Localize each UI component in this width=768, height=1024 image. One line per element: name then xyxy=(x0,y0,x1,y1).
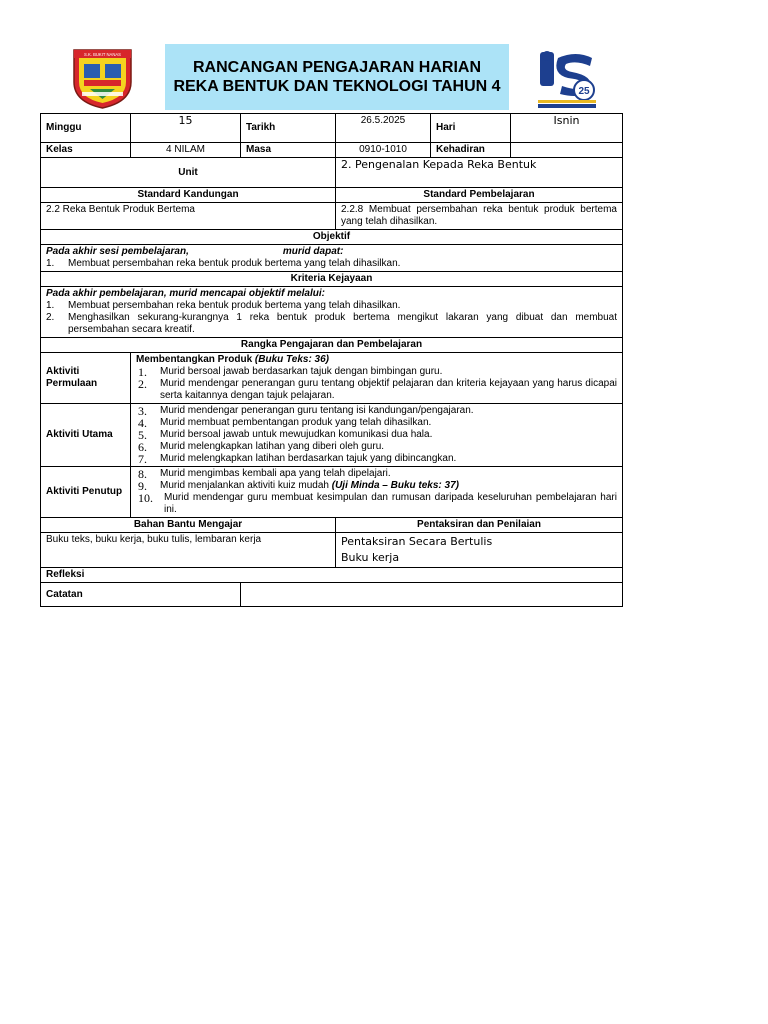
kelas-label: Kelas xyxy=(41,143,131,158)
tarikh-value: 26.5.2025 xyxy=(336,114,431,143)
row-kriteria-content xyxy=(41,287,623,338)
catatan-value xyxy=(241,583,623,607)
crest-text: S.K. BUKIT NANAS xyxy=(84,52,121,57)
objektif-intro-b: murid dapat: xyxy=(282,246,344,257)
lesson-plan-table xyxy=(40,113,623,607)
list-item: 5. Murid bersoal jawab untuk mewujudkan komunikasi dua hala. xyxy=(138,428,433,442)
bahan-value: Buku teks, buku kerja, buku tulis, lembaran kerja xyxy=(41,533,336,568)
list-item: 10. Murid mendengar guru membuat kesimpulan dan rumusan daripada keseluruhan pembelajaran hari ini. xyxy=(138,491,617,515)
standard-kandungan-label: Standard Kandungan xyxy=(41,188,336,203)
penutup-list xyxy=(136,468,617,516)
list-item: 2. Murid mendengar penerangan guru tentang objektif pelajaran dan kriteria kejayaan yang harus dicapai serta kaitannya dengan tajuk pelajaran. xyxy=(138,377,617,401)
permulaan-heading: Membentangkan Produk (Buku Teks: 36) xyxy=(136,354,330,365)
objektif-list xyxy=(46,258,617,270)
list-item: 9. Murid menjalankan aktiviti kuiz mudah (Uji Minda – Buku teks: 37) xyxy=(138,479,459,493)
row-objektif-content xyxy=(41,245,623,272)
pentaksiran-line2: Buku kerja xyxy=(341,551,400,564)
kriteria-intro: Pada akhir pembelajaran, murid mencapai objektif melalui: xyxy=(46,288,325,299)
row-kelas-masa xyxy=(41,143,623,158)
list-item: 6. Murid melengkapkan latihan yang diberi oleh guru. xyxy=(138,440,385,454)
hari-value: Isnin xyxy=(511,114,623,143)
aktiviti-permulaan-label: Aktiviti Permulaan xyxy=(41,353,131,404)
aktiviti-utama-label: Aktiviti Utama xyxy=(41,404,131,467)
list-item: 7. Murid melengkapkan latihan berdasarkan tajuk yang dibincangkan. xyxy=(138,452,457,466)
kehadiran-value xyxy=(511,143,623,158)
school-crest-logo xyxy=(70,46,135,110)
kriteria-list xyxy=(46,300,617,336)
utama-list xyxy=(136,405,617,465)
row-kriteria-header xyxy=(41,272,623,287)
tarikh-label: Tarikh xyxy=(241,114,336,143)
row-objektif-header xyxy=(41,230,623,245)
row-minggu-tarikh-hari xyxy=(41,114,623,143)
pentaksiran-line1: Pentaksiran Secara Bertulis xyxy=(341,535,493,548)
row-refleksi xyxy=(41,568,623,583)
unit-value: 2. Pengenalan Kepada Reka Bentuk xyxy=(336,158,623,188)
row-bahan-pentaksiran-headers xyxy=(41,518,623,533)
standard-kandungan-value: 2.2 Reka Bentuk Produk Bertema xyxy=(41,203,336,230)
kriteria-item: 1. Membuat persembahan reka bentuk produk bertema yang telah dihasilkan. xyxy=(46,300,401,311)
kehadiran-label: Kehadiran xyxy=(431,143,511,158)
row-catatan xyxy=(41,583,623,607)
aktiviti-penutup-label: Aktiviti Penutup xyxy=(41,467,131,518)
objektif-intro xyxy=(46,246,617,258)
row-aktiviti-utama xyxy=(41,404,623,467)
title-band xyxy=(165,44,509,110)
list-item: 3. Murid mendengar penerangan guru tentang isi kandungan/pengajaran. xyxy=(138,404,474,418)
permulaan-list xyxy=(136,366,617,402)
list-item: 1. Murid bersoal jawab berdasarkan tajuk dengan bimbingan guru. xyxy=(138,365,443,379)
document-title: RANCANGAN PENGAJARAN HARIAN xyxy=(192,59,481,76)
kriteria-item: 2. Menghasilkan sekurang-kurangnya 1 reka bentuk produk bertema mengikut lakaran yang dibuat dan membuat persembahan secara kreatif. xyxy=(46,312,617,335)
hari-label: Hari xyxy=(431,114,511,143)
kriteria-label: Kriteria Kejayaan xyxy=(41,272,623,287)
minggu-value: 15 xyxy=(131,114,241,143)
masa-value: 0910-1010 xyxy=(336,143,431,158)
row-aktiviti-permulaan xyxy=(41,353,623,404)
objektif-label: Objektif xyxy=(41,230,623,245)
bahan-label: Bahan Bantu Mengajar xyxy=(41,518,336,533)
is25-logo xyxy=(536,48,598,110)
standard-pembelajaran-label: Standard Pembelajaran xyxy=(336,188,623,203)
unit-label: Unit xyxy=(41,158,336,188)
logo-number: 25 xyxy=(578,86,590,97)
row-standard-headers xyxy=(41,188,623,203)
row-aktiviti-penutup xyxy=(41,467,623,518)
catatan-label: Catatan xyxy=(41,583,241,607)
row-unit xyxy=(41,158,623,188)
objektif-intro-a: Pada akhir sesi pembelajaran, xyxy=(46,246,189,257)
pentaksiran-label: Pentaksiran dan Penilaian xyxy=(336,518,623,533)
row-standard-values xyxy=(41,203,623,230)
row-bahan-pentaksiran-values xyxy=(41,533,623,568)
row-rangka-header xyxy=(41,338,623,353)
refleksi-label: Refleksi xyxy=(41,568,623,583)
document-subtitle: REKA BENTUK DAN TEKNOLOGI TAHUN 4 xyxy=(173,78,501,95)
masa-label: Masa xyxy=(241,143,336,158)
list-item: 8. Murid mengimbas kembali apa yang telah dipelajari. xyxy=(138,467,391,481)
standard-pembelajaran-value: 2.2.8 Membuat persembahan reka bentuk produk bertema yang telah dihasilkan. xyxy=(336,203,623,230)
kelas-value: 4 NILAM xyxy=(131,143,241,158)
rangka-label: Rangka Pengajaran dan Pembelajaran xyxy=(41,338,623,353)
objektif-item: 1. Membuat persembahan reka bentuk produk bertema yang telah dihasilkan. xyxy=(46,258,401,269)
minggu-label: Minggu xyxy=(41,114,131,143)
list-item: 4. Murid membuat pembentangan produk yang telah dihasilkan. xyxy=(138,416,432,430)
